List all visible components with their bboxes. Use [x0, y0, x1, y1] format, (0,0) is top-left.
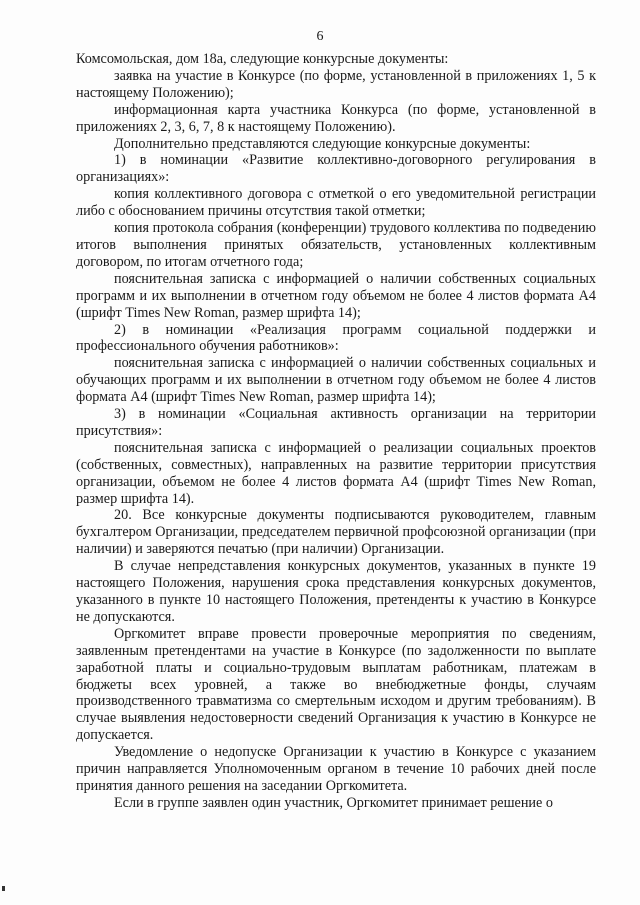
paragraph: 1) в номинации «Развитие коллективно-договорного регулирования в организациях»: [76, 152, 596, 186]
paragraph: 2) в номинации «Реализация программ социальной поддержки и профессионального обучения работников»: [76, 321, 596, 355]
scan-mark [2, 886, 5, 891]
paragraph: Уведомление о недопуске Организации к участию в Конкурсе с указанием причин направляется Уполномоченным органом в течение 10 рабочих дней после принятия данного решения на заседании Оргкомитета. [76, 744, 596, 794]
paragraph: пояснительная записка с информацией о наличии собственных социальных и обучающих программ и их выполнении в отчетном году объемом не более 4 листов формата А4 (шрифт Times New Roman, размер шрифта 14); [76, 355, 596, 406]
paragraph: Комсомольская, дом 18а, следующие конкурсные документы: [76, 51, 449, 67]
paragraph: заявка на участие в Конкурсе (по форме, установленной в приложениях 1, 5 к настоящему Положению); [76, 67, 596, 101]
page-number: 6 [316, 29, 324, 44]
paragraph: копия коллективного договора с отметкой о его уведомительной регистрации либо с обоснованием причины отсутствия такой отметки; [76, 186, 596, 220]
paragraph: 3) в номинации «Социальная активность организации на территории присутствия»: [76, 406, 596, 439]
paragraph: Оргкомитет вправе провести проверочные мероприятия по сведениям, заявленным претендентами на участие в Конкурсе (по задолженности по выплате заработной платы и социально-трудовым выплатам работникам, платежам в бюджеты всех уровней, а также во внебюджетные фонды, случаям производственного травматизма со смертельным исходом и другим требованиям). В случае выявления недостоверности сведений Организация к участию в Конкурсе не допускается. [76, 625, 596, 744]
paragraph: пояснительная записка с информацией о реализации социальных проектов (собственных, совместных), направленных на развитие территории присутствия организации, объемом не более 4 листов формата А4 (шрифт Times New Roman, размер шрифта 14). [76, 439, 596, 507]
paragraph: 20. Все конкурсные документы подписываются руководителем, главным бухгалтером Организации, председателем первичной профсоюзной организации (при наличии) и заверяются печатью (при наличии) Организации. [76, 507, 596, 558]
document-body [76, 51, 596, 812]
paragraph: пояснительная записка с информацией о наличии собственных социальных программ и их выполнении в отчетном году объемом не более 4 листов формата А4 (шрифт Times New Roman, размер шрифта 14); [76, 270, 596, 321]
paragraph: Если в группе заявлен один участник, Оргкомитет принимает решение о [114, 794, 553, 811]
paragraph: информационная карта участника Конкурса (по форме, установленной в приложениях 2, 3, 6, 7, 8 к настоящему Положению). [76, 101, 596, 135]
paragraph: В случае непредставления конкурсных документов, указанных в пункте 19 настоящего Положения, нарушения срока представления конкурсных документов, указанного в пункте 10 настоящего Положения, претенденты к участию в Конкурсе не допускаются. [76, 558, 596, 625]
paragraph: копия протокола собрания (конференции) трудового коллектива по подведению итогов выполнения принятых обязательств, установленных коллективным договором, по итогам отчетного года; [76, 220, 596, 270]
paragraph: Дополнительно представляются следующие конкурсные документы: [114, 135, 531, 152]
